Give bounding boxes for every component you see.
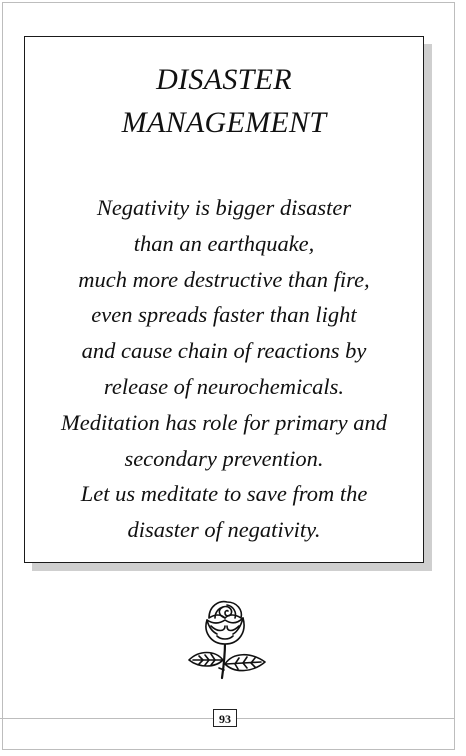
quote-line: Negativity is bigger disaster (96, 195, 352, 220)
quote-line: secondary prevention. (124, 445, 324, 471)
page-title (25, 37, 423, 144)
quote-line: much more destructive than fire, (78, 266, 370, 292)
rose-icon (181, 598, 269, 682)
quote-text (25, 144, 423, 548)
quote-line: and cause chain of reactions by (81, 338, 367, 364)
quote-line: Let us meditate to save from the (80, 481, 368, 507)
quote-line: even spreads faster than light (91, 302, 357, 328)
title-line: DISASTER (156, 63, 292, 96)
title-line: MANAGEMENT (121, 106, 327, 139)
quote-line: disaster of negativity. (127, 517, 321, 543)
quote-line: Meditation has role for primary and (60, 409, 388, 435)
quote-line: release of neurochemicals. (103, 373, 345, 399)
quote-box (24, 36, 424, 563)
quote-line: than an earthquake, (133, 230, 315, 256)
page-number: 93 (213, 709, 237, 727)
